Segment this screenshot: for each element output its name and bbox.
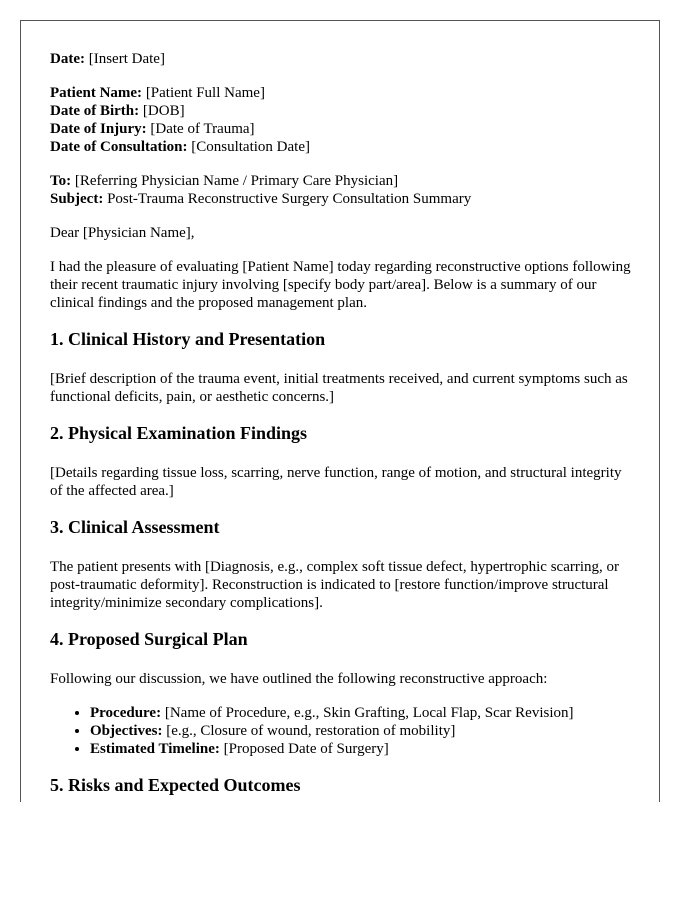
objectives-label: Objectives: xyxy=(90,723,163,739)
section-body-surgical-plan: Following our discussion, we have outlined the following reconstructive approach: xyxy=(50,671,548,687)
procedure-label: Procedure: xyxy=(90,705,162,721)
list-item-procedure xyxy=(90,704,635,722)
date-value: [Insert Date] xyxy=(84,51,165,67)
dob-line xyxy=(50,102,635,120)
list-item-objectives xyxy=(90,722,635,740)
patient-name-label: Patient Name: xyxy=(50,85,143,101)
section-heading-risks-outcomes: 5. Risks and Expected Outcomes xyxy=(50,775,301,795)
patient-info xyxy=(50,84,635,156)
section-body-physical-exam: [Details regarding tissue loss, scarring, nerve function, range of motion, and structural integrity of the affected area.] xyxy=(50,465,622,499)
dob-value: [DOB] xyxy=(139,103,185,119)
subject-value: Post-Trauma Reconstructive Surgery Consultation Summary xyxy=(103,191,472,207)
section-heading-surgical-plan: 4. Proposed Surgical Plan xyxy=(50,629,248,649)
section-heading-physical-exam: 2. Physical Examination Findings xyxy=(50,423,308,443)
injury-date-value: [Date of Trauma] xyxy=(146,121,255,137)
procedure-value: [Name of Procedure, e.g., Skin Grafting, Local Flap, Scar Revision] xyxy=(161,705,574,721)
salutation: Dear [Physician Name], xyxy=(50,225,195,241)
subject-line xyxy=(50,190,635,208)
patient-name-line xyxy=(50,84,635,102)
to-line xyxy=(50,172,635,190)
date-line xyxy=(50,50,635,68)
timeline-label: Estimated Timeline: xyxy=(90,741,220,757)
injury-date-line xyxy=(50,120,635,138)
objectives-value: [e.g., Closure of wound, restoration of mobility] xyxy=(162,723,456,739)
to-value: [Referring Physician Name / Primary Care Physician] xyxy=(71,173,399,189)
section-body-clinical-assessment: The patient presents with [Diagnosis, e.g., complex soft tissue defect, hypertrophic scarring, or post-traumatic deformity]. Reconstruction is indicated to [restore function/improve structural integrity/minimize secondary complications]. xyxy=(50,559,620,611)
subject-label: Subject: xyxy=(50,191,104,207)
to-label: To: xyxy=(50,173,72,189)
consultation-date-label: Date of Consultation: xyxy=(50,139,188,155)
addressing-info xyxy=(50,172,635,208)
timeline-value: [Proposed Date of Surgery] xyxy=(219,741,389,757)
date-label: Date: xyxy=(50,51,85,67)
list-item-timeline xyxy=(90,740,635,758)
injury-date-label: Date of Injury: xyxy=(50,121,147,137)
letter-content xyxy=(50,50,635,802)
dob-label: Date of Birth: xyxy=(50,103,140,119)
letter-page xyxy=(20,20,660,802)
consultation-date-value: [Consultation Date] xyxy=(187,139,310,155)
patient-name-value: [Patient Full Name] xyxy=(142,85,265,101)
section-body-clinical-history: [Brief description of the trauma event, initial treatments received, and current symptoms such as functional deficits, pain, or aesthetic concerns.] xyxy=(50,371,628,405)
section-heading-clinical-assessment: 3. Clinical Assessment xyxy=(50,517,220,537)
section-heading-clinical-history: 1. Clinical History and Presentation xyxy=(50,329,326,349)
consultation-date-line xyxy=(50,138,635,156)
intro-paragraph: I had the pleasure of evaluating [Patient Name] today regarding reconstructive options following their recent traumatic injury involving [specify body part/area]. Below is a summary of our clinical findings and the proposed management plan. xyxy=(50,259,631,311)
surgical-plan-list xyxy=(50,704,635,758)
